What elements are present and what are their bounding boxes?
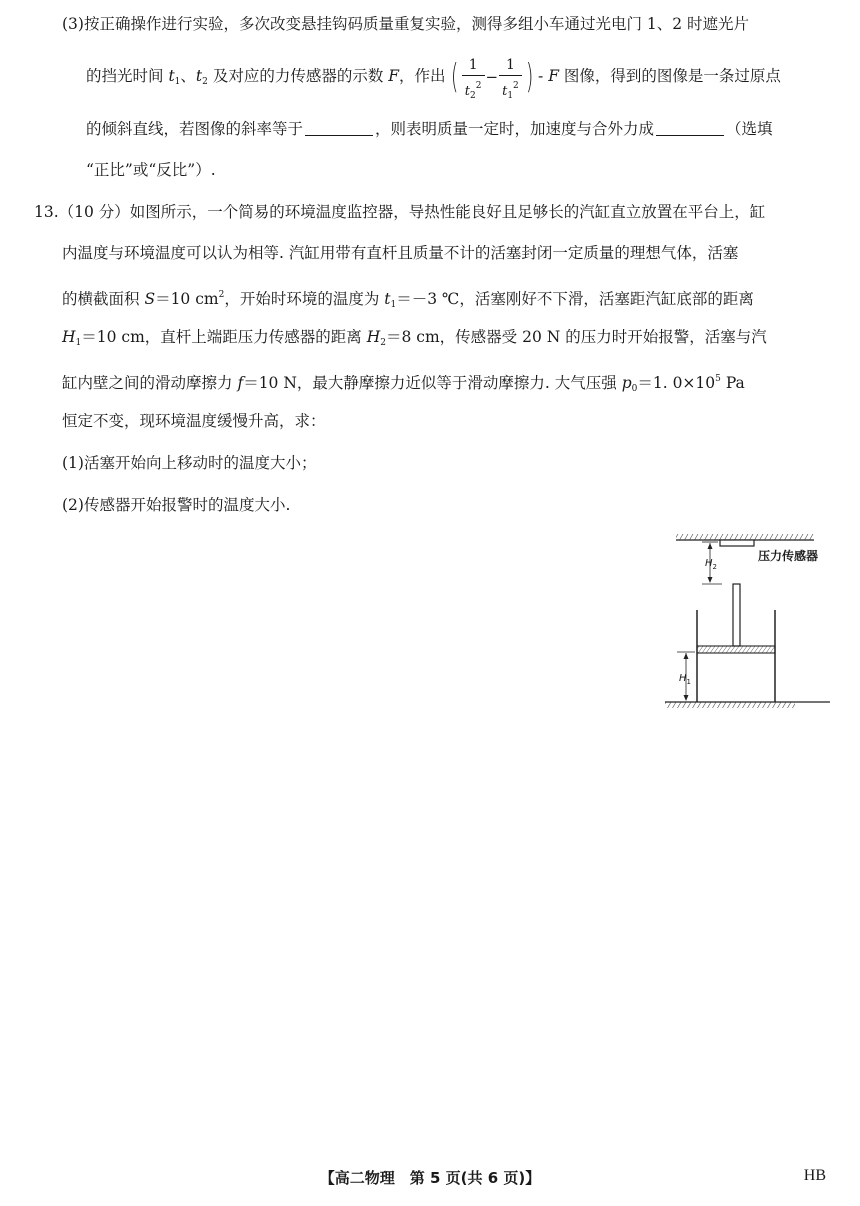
h1-arrow-up bbox=[684, 653, 689, 659]
footer-page-info: 【高二物理 第 5 页(共 6 页)】 bbox=[319, 1169, 541, 1187]
floor-hatch bbox=[665, 702, 795, 708]
denominator bbox=[499, 76, 522, 106]
numerator: 1 bbox=[462, 55, 485, 76]
var-F: F bbox=[548, 67, 559, 85]
q13-line5 bbox=[62, 367, 745, 401]
text: “正比”或“反比”）. bbox=[86, 161, 216, 179]
text: (2)传感器开始报警时的温度大小. bbox=[62, 496, 291, 514]
text: (1)活塞开始向上移动时的温度大小； bbox=[62, 454, 317, 472]
var-F: F bbox=[388, 67, 400, 85]
q13-sub1 bbox=[62, 451, 316, 475]
q13-line6 bbox=[62, 409, 326, 433]
q13-sub2 bbox=[62, 493, 290, 517]
text: ，作出 bbox=[399, 67, 446, 85]
sub: 1 bbox=[174, 77, 181, 87]
text: 恒定不变，现环境温度缓慢升高，求： bbox=[62, 412, 326, 430]
h2-letter: H bbox=[705, 558, 713, 569]
text: ，开始时环境的温度为 bbox=[224, 290, 385, 308]
text: 图像，得到的图像是一条过原点 bbox=[558, 67, 781, 85]
q13-line2 bbox=[62, 241, 738, 265]
text: - bbox=[538, 67, 549, 85]
sub: 1 bbox=[390, 300, 397, 310]
var-t: t bbox=[384, 290, 391, 308]
fraction-expression: ( $\frac{1}{t_2^2}$ − $\frac{1}{t_1^2}$ ) bbox=[448, 55, 537, 99]
h2-label bbox=[705, 558, 717, 571]
text: ＝8 cm，传感器受 20 N 的压力时开始报警，活塞与汽 bbox=[386, 328, 767, 346]
text: 的横截面积 bbox=[62, 290, 145, 308]
pressure-sensor bbox=[720, 540, 754, 546]
den-var: t bbox=[464, 84, 471, 99]
part3-line1-text: (3)按正确操作进行实验，多次改变悬挂钩码质量重复实验，测得多组小车通过光电门 1、2 时遮光片 bbox=[62, 15, 750, 33]
answer-blank-2[interactable] bbox=[656, 119, 724, 136]
denominator bbox=[462, 76, 485, 106]
den-sub: 2 bbox=[470, 91, 476, 101]
var-H: H bbox=[366, 328, 381, 346]
text: 内温度与环境温度可以认为相等. 汽缸用带有直杆且质量不计的活塞封闭一定质量的理想气体，活塞 bbox=[62, 244, 739, 262]
part3-line3 bbox=[86, 117, 773, 141]
q13-line3 bbox=[62, 283, 754, 317]
piston bbox=[697, 646, 775, 653]
sub: 2 bbox=[380, 338, 386, 348]
text: ＝10 cm bbox=[155, 290, 219, 308]
var-H: H bbox=[62, 328, 76, 346]
footer-code: HB bbox=[803, 1167, 826, 1184]
sensor-label: 压力传感器 bbox=[758, 549, 819, 563]
var-f: f bbox=[237, 374, 244, 392]
sub: 0 bbox=[631, 384, 638, 394]
text: ＝1. 0×10 bbox=[637, 374, 716, 392]
h1-sub: 1 bbox=[686, 678, 691, 686]
sup: 2 bbox=[218, 290, 225, 300]
answer-blank-1[interactable] bbox=[305, 119, 373, 136]
part3-line2 bbox=[86, 54, 781, 104]
text: 的挡光时间 bbox=[86, 67, 169, 85]
q13-line1 bbox=[34, 200, 765, 224]
text: 13.（10 分）如图所示，一个简易的环境温度监控器，导热性能良好且足够长的汽缸直立放置在平台上，缸 bbox=[34, 203, 766, 221]
sub: 2 bbox=[202, 77, 208, 87]
numerator: 1 bbox=[499, 55, 522, 76]
text: ，则表明质量一定时，加速度与合外力成 bbox=[375, 120, 655, 138]
fraction-1 bbox=[462, 55, 485, 106]
text: 及对应的力传感器的示数 bbox=[207, 67, 389, 85]
den-sub: 1 bbox=[507, 91, 514, 101]
part3-line1 bbox=[62, 12, 749, 36]
cylinder-diagram bbox=[660, 530, 835, 720]
var-p: p bbox=[621, 374, 632, 392]
q13-line4 bbox=[62, 325, 767, 355]
var-t1: t bbox=[168, 67, 175, 85]
den-sup: 2 bbox=[475, 81, 482, 91]
piston-rod bbox=[733, 584, 740, 646]
var-t2: t bbox=[195, 67, 203, 85]
text: 、 bbox=[180, 67, 196, 85]
text: Pa bbox=[720, 374, 745, 392]
text: ＝－3 ℃，活塞刚好不下滑，活塞距汽缸底部的距离 bbox=[396, 290, 754, 308]
text: 的倾斜直线，若图像的斜率等于 bbox=[86, 120, 304, 138]
text: （选填 bbox=[726, 120, 773, 138]
den-sup: 2 bbox=[513, 81, 519, 91]
h1-arrow-down bbox=[684, 695, 689, 701]
h2-sub: 2 bbox=[712, 563, 717, 571]
var-S: S bbox=[144, 290, 156, 308]
text: 缸内壁之间的滑动摩擦力 bbox=[62, 374, 238, 392]
fraction-2 bbox=[499, 55, 522, 106]
minus-sign: − bbox=[485, 68, 499, 86]
ceiling-hatch bbox=[676, 534, 814, 540]
text: ＝10 cm，直杆上端距压力传感器的距离 bbox=[81, 328, 367, 346]
h1-label bbox=[679, 673, 691, 686]
h2-arrow-down bbox=[708, 577, 713, 583]
sub: 1 bbox=[75, 338, 82, 348]
text: ＝10 N，最大静摩擦力近似等于滑动摩擦力. 大气压强 bbox=[243, 374, 622, 392]
den-var: t bbox=[502, 84, 508, 99]
h1-letter: H bbox=[679, 673, 687, 684]
h2-arrow-up bbox=[708, 543, 713, 549]
sup: 5 bbox=[715, 374, 721, 384]
part3-line4 bbox=[86, 158, 216, 182]
